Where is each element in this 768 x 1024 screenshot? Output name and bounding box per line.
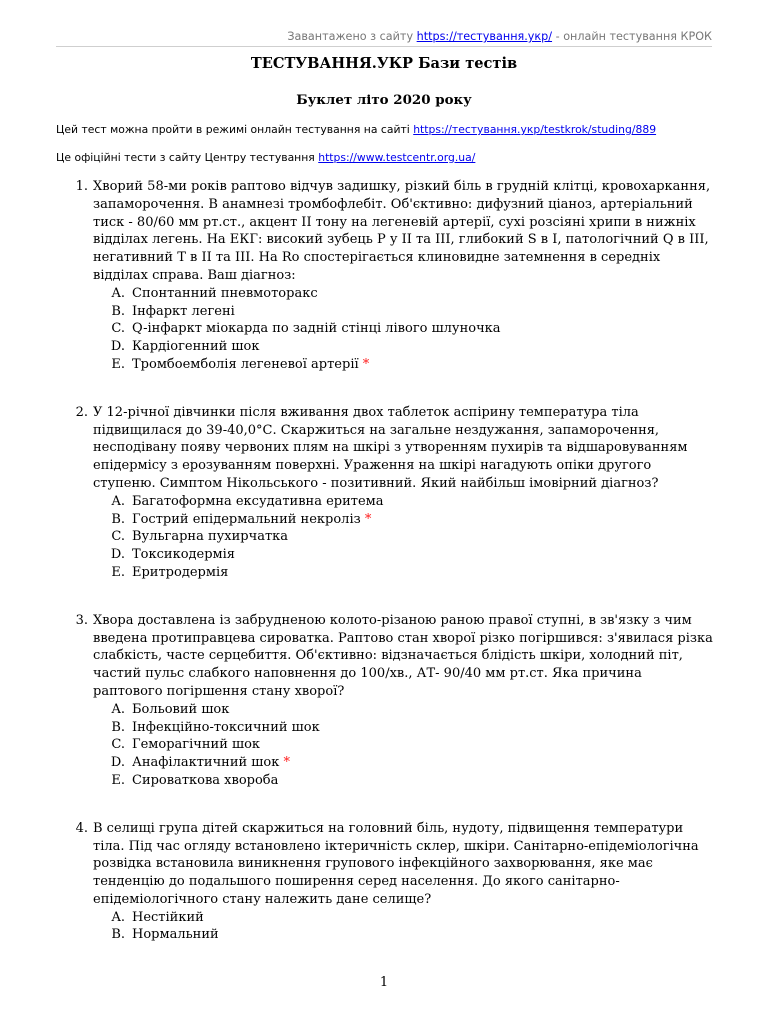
option-text: Q-інфаркт міокарда по задній стінці лівого шлуночка — [132, 321, 501, 337]
option-text: Спонтанний пневмоторакс — [132, 285, 318, 301]
source-site-link[interactable]: https://тестування.укр/ — [416, 30, 553, 43]
option-letter: B. — [111, 927, 125, 943]
testcentr-link[interactable]: https://www.testcentr.org.ua/ — [318, 151, 476, 164]
question-4 — [0, 820, 768, 945]
option-letter: C. — [111, 737, 125, 753]
option-text: Інфекційно-токсичний шок — [132, 719, 320, 735]
option-letter: A. — [111, 493, 125, 509]
option-letter: B. — [111, 719, 125, 735]
page-number: 1 — [379, 975, 389, 990]
option-text: Больовий шок — [132, 701, 230, 717]
question-text: В селищі група дітей скаржиться на головний біль, нудоту, підвищення температури тіла. Під час огляду встановлено іктеричність склер, шкіри. Санітарно-епідеміологічна розвідка встановила виникнення групового інфекційного захворювання, яке має тенденцію до подальшого поширення серед населення. До якого санітарно-епідеміологічного стану належить дане селище? — [93, 820, 699, 907]
option-letter: A. — [111, 285, 125, 301]
booklet-subtitle: Буклет літо 2020 року — [296, 92, 472, 108]
question-number: 2. — [75, 404, 88, 420]
answer-option — [93, 528, 768, 546]
question-number: 4. — [75, 820, 88, 836]
answer-options — [0, 909, 768, 945]
option-text: Нестійкий — [132, 909, 204, 925]
answer-option — [93, 926, 768, 944]
correct-answer-marker: * — [364, 511, 372, 527]
question-2 — [0, 404, 768, 582]
question-text: У 12-річної дівчинки після вживання двох таблеток аспірину температура тіла підвищилася до 39-40,0°С. Скаржиться на загальне нездужання, запаморочення, несподівану появу червоних плям на шкірі з утворенням пухирів та відшаровуванням епідермісу з ерозуванням поверхні. Ураження на шкірі нагадують опіки другого ступеню. Симптом Нікольського - позитивний. Який найбільш імовірний діагноз? — [93, 404, 688, 491]
answer-option — [93, 546, 768, 564]
answer-option — [93, 909, 768, 927]
answer-option — [93, 772, 768, 790]
header-divider — [56, 46, 712, 47]
document-title: ТЕСТУВАННЯ.УКР Бази тестів — [250, 55, 518, 72]
answer-option — [93, 701, 768, 719]
option-letter: C. — [111, 321, 125, 337]
option-letter: D. — [110, 339, 125, 355]
option-text: Токсикодермія — [132, 547, 236, 563]
correct-answer-marker: * — [283, 755, 290, 771]
option-text: Нормальний — [132, 927, 219, 943]
question-number: 3. — [75, 612, 88, 628]
option-letter: B. — [111, 303, 125, 319]
option-text: Інфаркт легені — [132, 303, 235, 319]
option-text: Тромбоемболія легеневої артерії — [132, 356, 359, 372]
option-letter: D. — [110, 547, 125, 563]
answer-option-correct — [93, 754, 768, 772]
option-letter: E. — [111, 772, 125, 788]
option-letter: A. — [111, 701, 125, 717]
answer-options — [0, 285, 768, 374]
option-text: Багатоформна ексудативна еритема — [132, 493, 384, 509]
option-text: Гострий епідермальний некроліз — [132, 511, 361, 527]
answer-option — [93, 736, 768, 754]
answer-options — [0, 493, 768, 582]
option-letter: E. — [111, 356, 125, 372]
option-text: Геморагічний шок — [132, 737, 261, 753]
source-note-prefix: Завантажено з сайту — [287, 30, 414, 43]
option-text: Сироваткова хвороба — [132, 772, 279, 788]
question-3 — [0, 612, 768, 790]
option-text: Еритродермія — [132, 564, 229, 580]
answer-option — [93, 320, 768, 338]
online-test-link[interactable]: https://тестування.укр/testkrok/studing/889 — [413, 123, 657, 136]
question-text: Хворий 58-ми років раптово відчув задишку, різкий біль в грудній клітці, кровохаркання, запаморочення. В анамнезі тромбофлебіт. Об'єктивно: дифузний ціаноз, артеріальний тиск - 80/60 мм рт.ст., акцент II тону на легеневій артерії, сухі розсіяні хрипи в нижніх відділах легень. На ЕКГ: високий зубець P у II та III, глибокий S в I, патологічний Q в III, негативний T в II та III. На Ro спостерігається клиновидне затемнення в середніх відділах справа. Ваш діагноз: — [93, 179, 711, 283]
question-1 — [0, 178, 768, 374]
question-number: 1. — [75, 179, 88, 194]
option-letter: B. — [111, 511, 125, 527]
official-tests-info-text: Це офіційні тести з сайту Центру тестування — [56, 151, 319, 164]
question-text: Хвора доставлена із забрудненою колото-різаною раною правої ступні, в зв'язку з чим введена протиправцева сироватка. Раптово стан хворої різко погіршився: з'явилася різка слабкість, часте серцебиття. Об'єктивно: відзначається блідість шкіри, холодний піт, частий пульс слабкого наповнення до 100/хв., АТ- 90/40 мм рт.ст. Яка причина раптового погіршення стану хворої? — [93, 612, 713, 699]
answer-option-correct — [93, 356, 768, 374]
answer-option-correct — [93, 511, 768, 529]
option-letter: E. — [111, 564, 125, 580]
online-test-info-text: Цей тест можна пройти в режимі онлайн тестування на сайті — [56, 123, 414, 136]
answer-options — [0, 701, 768, 790]
option-text: Вульгарна пухирчатка — [132, 529, 289, 545]
answer-option — [93, 719, 768, 737]
option-letter: D. — [110, 755, 125, 771]
option-letter: A. — [111, 909, 125, 925]
option-text: Анафілактичний шок — [132, 755, 280, 771]
answer-option — [93, 285, 768, 303]
answer-option — [93, 493, 768, 511]
source-note-suffix: - онлайн тестування КРОК — [552, 30, 712, 43]
online-test-info — [56, 123, 656, 136]
answer-option — [93, 338, 768, 356]
download-source-note — [287, 30, 712, 43]
option-letter: C. — [111, 529, 125, 545]
answer-option — [93, 303, 768, 321]
correct-answer-marker: * — [362, 356, 370, 372]
option-text: Кардіогенний шок — [132, 339, 260, 355]
official-tests-info — [56, 151, 475, 164]
question-list — [0, 178, 768, 944]
answer-option — [93, 564, 768, 582]
